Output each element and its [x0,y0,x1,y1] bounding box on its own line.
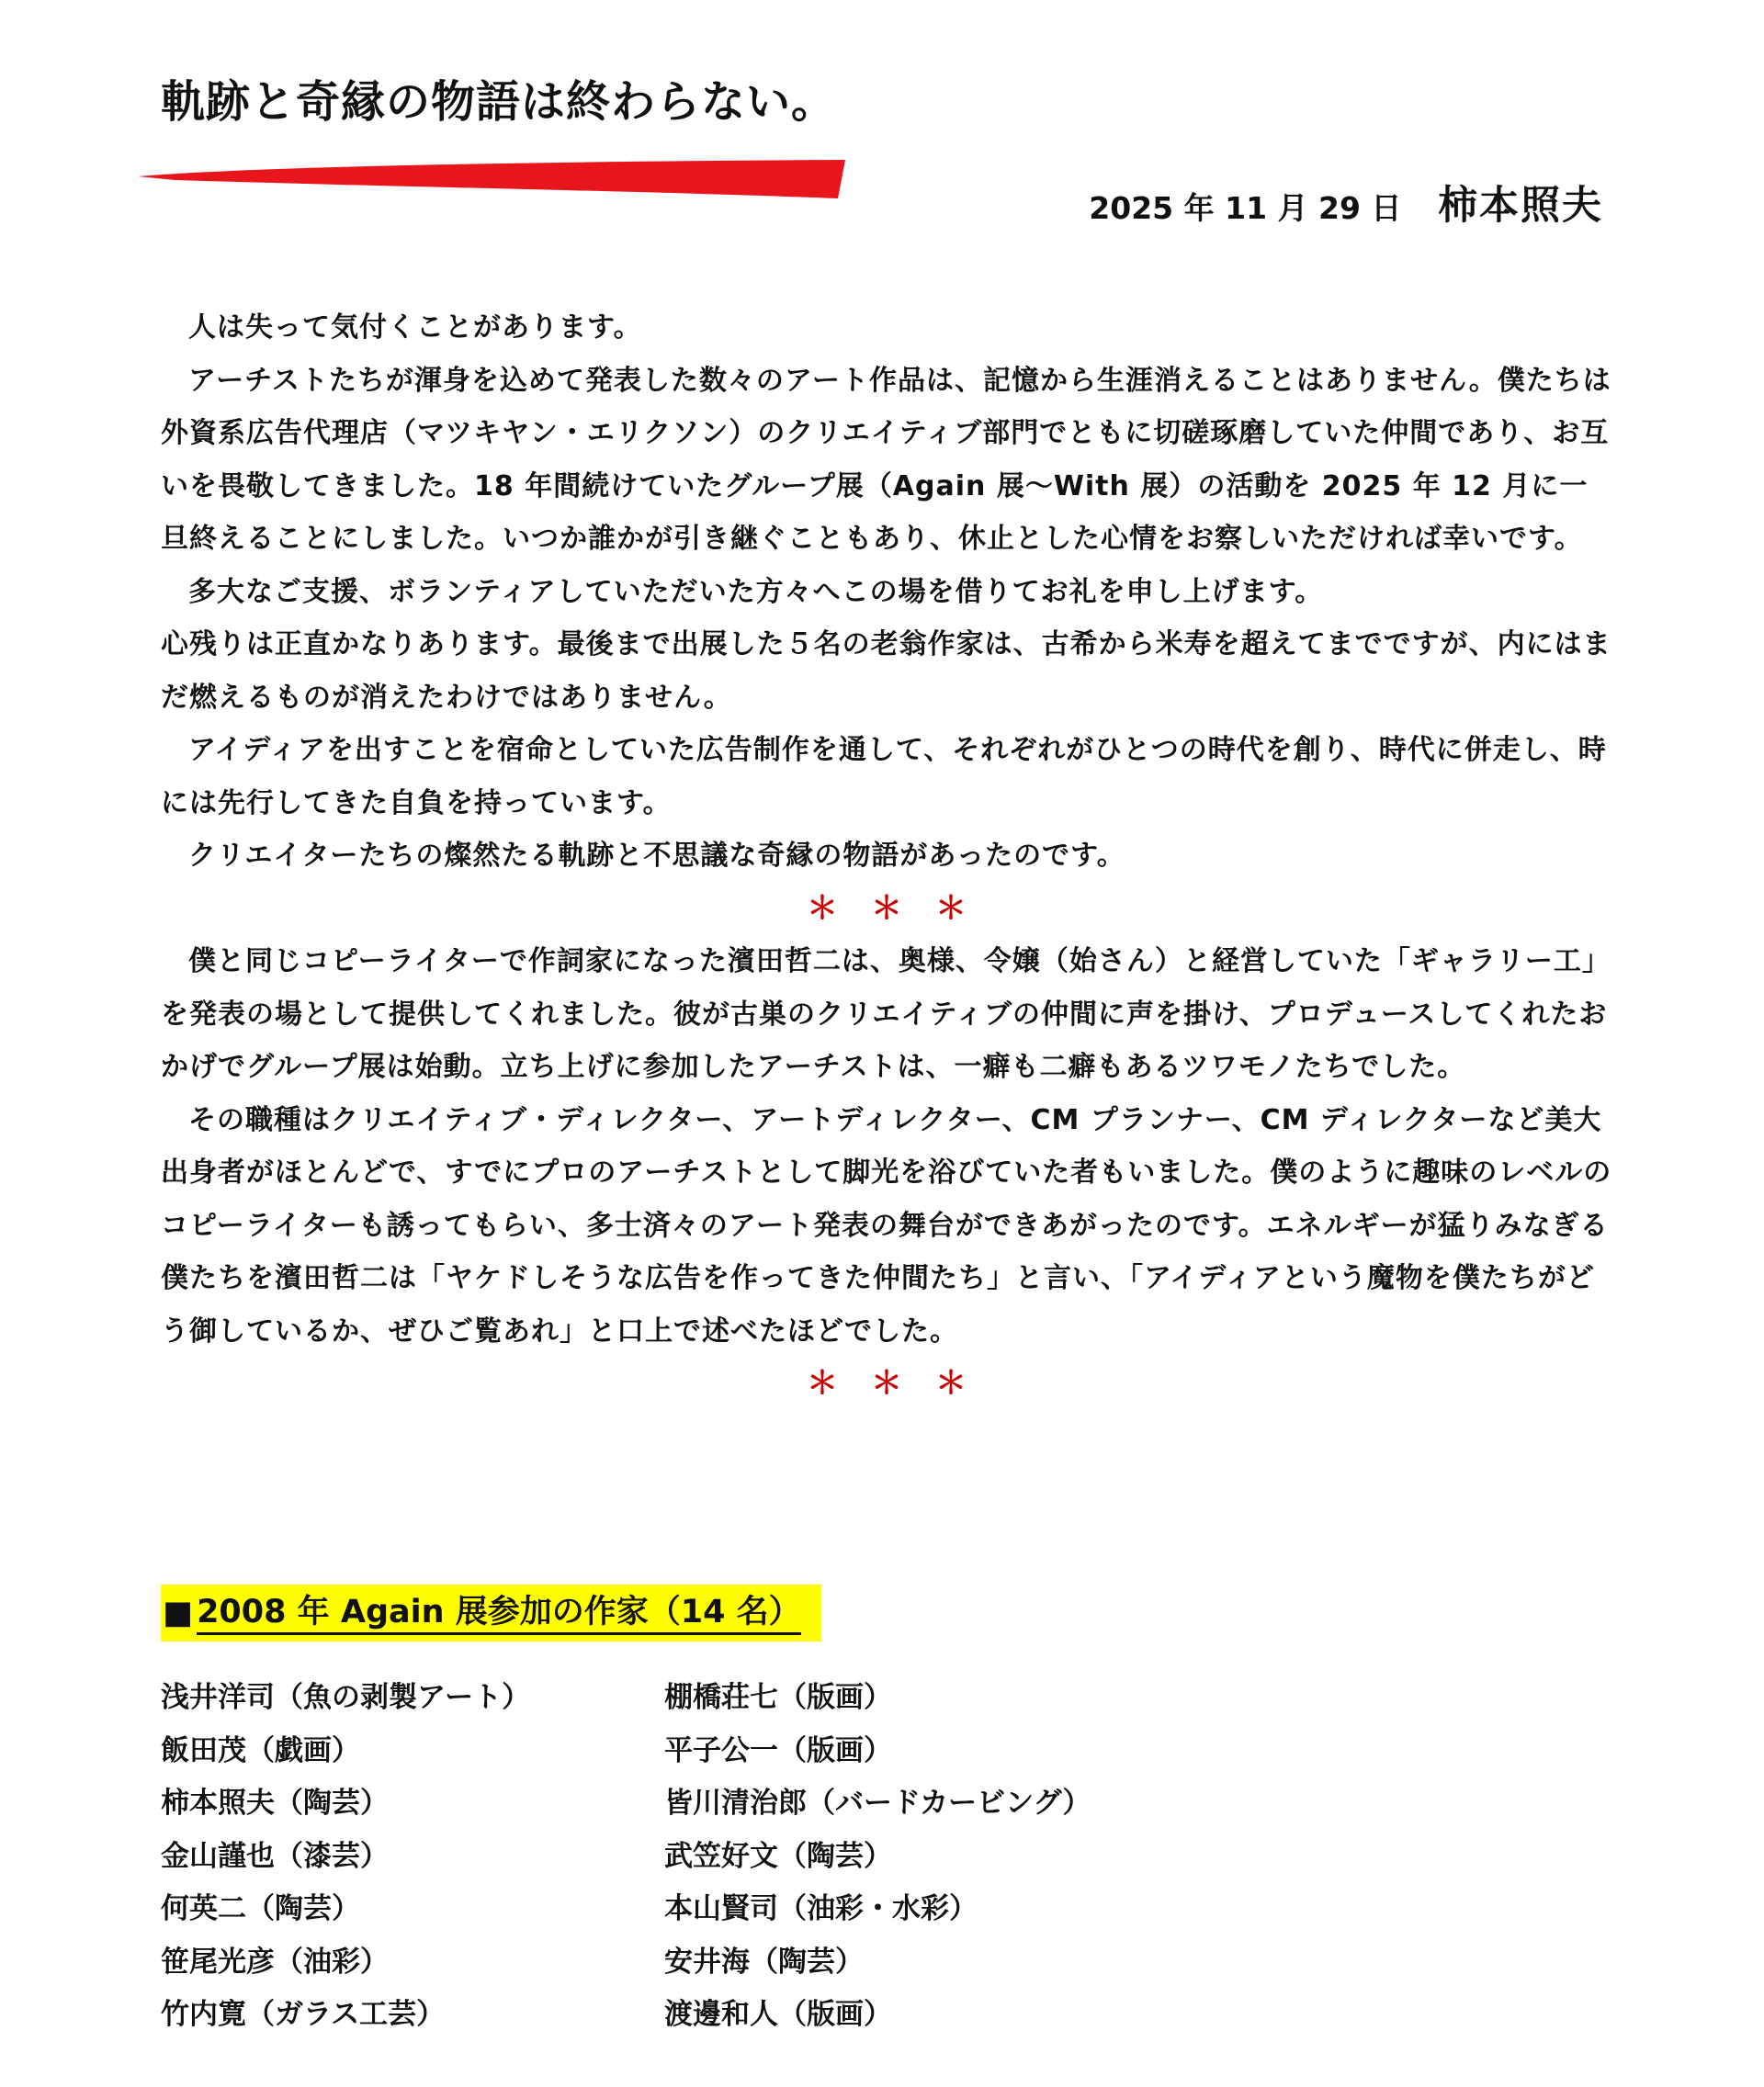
paragraph-6: クリエイターたちの燦然たる軌跡と不思議な奇縁の物語があったのです。 [188,840,1125,872]
article-body [161,301,1612,1411]
artist-entry: 渡邊和人（版画） [664,1998,892,2031]
artist-entry: 笹尾光彦（油彩） [161,1945,389,1979]
paragraph-5: アイディアを出すことを宿命としていた広告制作を通して、それぞれがひとつの時代を創り、時代に併走し、時には先行してきた自負を持っています。 [161,734,1607,819]
paragraph-7: 僕と同じコピーライターで作詞家になった濱田哲二は、奥様、令嬢（始さん）と経営していた「ギャラリー工」を発表の場として提供してくれました。彼が古巣のクリエイティブの仲間に声を掛け、プロデュースしてくれたおかげでグループ展は始動。立ち上げに参加したアーチストは、一癖も二癖もあるツワモノたちでした。 [161,945,1611,1083]
section-separator-1: ＊＊＊ [807,889,1000,927]
artist-entry: 安井海（陶芸） [664,1945,864,1979]
artist-entry: 柿本照夫（陶芸） [161,1787,389,1820]
artist-entry: 飯田茂（戯画） [161,1733,360,1767]
paragraph-3: 多大なご支援、ボランティアしていただいた方々へこの場を借りてお礼を申し上げます。 [188,575,1324,608]
author-name: 柿本照夫 [1438,183,1603,229]
artists-section-heading [161,1585,821,1641]
page-title: 軌跡と奇縁の物語は終わらない。 [161,76,837,128]
paragraph-4: 心残りは正直かなりあります。最後まで出展した５名の老翁作家は、古希から米寿を超えてまでですが、内にはまだ燃えるものが消えたわけではありません。 [161,628,1611,714]
section-separator-2: ＊＊＊ [807,1365,1000,1402]
artist-entry: 浅井洋司（魚の剥製アート） [161,1681,531,1714]
paragraph-1: 人は失って気付くことがあります。 [188,311,642,344]
square-bullet-icon: ■ [163,1595,194,1631]
artist-entry: 武笠好文（陶芸） [664,1839,892,1873]
section-heading-label: 2008 年 Again 展参加の作家（14 名） [197,1592,801,1635]
artist-entry: 棚橋荘七（版画） [664,1681,892,1714]
paragraph-2: アーチストたちが渾身を込めて発表した数々のアート作品は、記憶から生涯消えることはありません。僕たちは外資系広告代理店（マツキヤン・エリクソン）のクリエイティブ部門でともに切磋琢磨していた仲間であり、お互いを畏敬してきました。18 年間続けていたグループ展（Again 展～With 展）の活動を 2025 年 12 月に一旦終えることにしました。いつか誰かが引き継ぐこともあり、休止とした心情をお察しいただければ幸いです。 [161,364,1611,555]
byline [1089,175,1603,231]
artist-entry: 本山賢司（油彩・水彩） [664,1892,978,1925]
artist-entry: 何英二（陶芸） [161,1892,360,1925]
artist-list [161,1672,1447,2042]
artist-entry: 平子公一（版画） [664,1733,892,1767]
artist-entry: 竹内寛（ガラス工芸） [161,1998,446,2031]
paragraph-8: その職種はクリエイティブ・ディレクター、アートディレクター、CM プランナー、CM ディレクターなど美大出身者がほとんどで、すでにプロのアーチストとして脚光を浴びていた者もいました。僕のように趣味のレベルのコピーライターも誘ってもらい、多士済々のアート発表の舞台ができあがったのです。エネルギーが猛りみなぎる僕たちを濱田哲二は「ヤケドしそうな広告を作ってきた仲間たち」と言い、「アイディアという魔物を僕たちがどう御しているか、ぜひご覧あれ」と口上で述べたほどでした。 [161,1103,1612,1348]
red-brush-stroke [138,160,845,198]
title-block [138,57,854,158]
artist-entry: 金山謹也（漆芸） [161,1839,389,1873]
publish-date: 2025 年 11 月 29 日 [1089,190,1402,226]
artist-entry: 皆川清治郎（バードカービング） [664,1787,1091,1820]
